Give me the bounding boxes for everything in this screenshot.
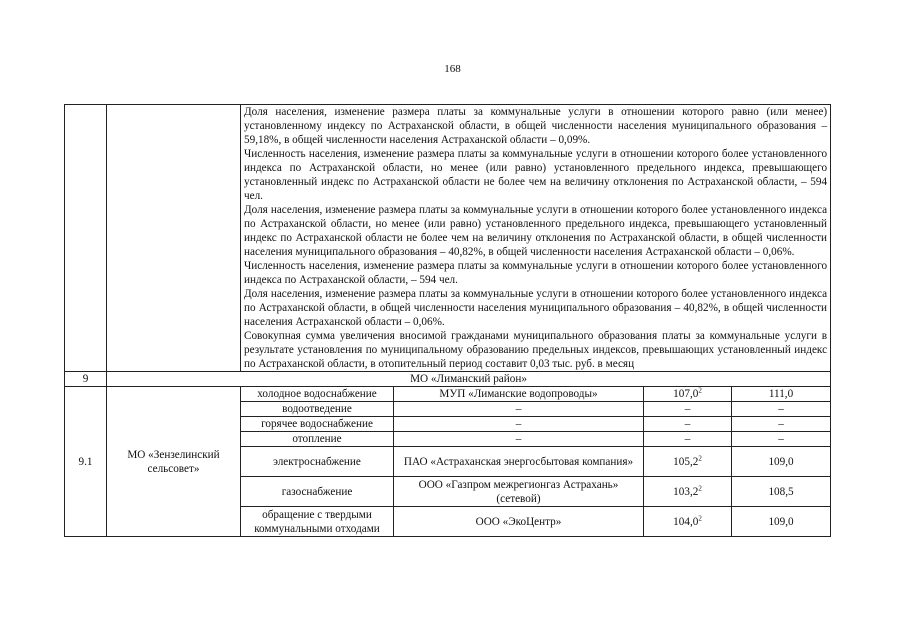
index-base: 104,0$^2$ bbox=[644, 507, 732, 537]
index-limit: – bbox=[732, 432, 831, 447]
service-name: горячее водоснабжение bbox=[241, 417, 394, 432]
page-number: 168 bbox=[444, 63, 461, 75]
empty-number-cell bbox=[65, 105, 107, 372]
text-paragraph: Доля населения, изменение размера платы за коммунальные услуги в отношении которого более установленного индекса по Астраханской области, но менее (или равно) установленного предельного индекса, превышающего установленный индекс по Астраханской области не более чем на величину отклонения по Астраханской области, в общей численности населения муниципального образования – 40,82%, в общей численности населения Астраханской области – 0,06%. bbox=[244, 204, 828, 258]
index-base: – bbox=[644, 417, 732, 432]
provider-name: – bbox=[394, 402, 644, 417]
service-name: отопление bbox=[241, 432, 394, 447]
service-name: обращение с твердыми коммунальными отходами bbox=[241, 507, 394, 537]
index-base: 105,2$^2$ bbox=[644, 447, 732, 477]
section-title: МО «Лиманский район» bbox=[107, 372, 831, 387]
subsection-number: 9.1 bbox=[65, 387, 107, 537]
text-block-row bbox=[65, 105, 831, 372]
index-base: – bbox=[644, 402, 732, 417]
provider-name: ООО «ЭкоЦентр» bbox=[394, 507, 644, 537]
text-paragraph: Совокупная сумма увеличения вносимой гражданами муниципального образования платы за коммунальные услуги в результате установления по муниципальному образованию предельных индексов, превышающих установленный индекс по Астраханской области, в отопительный период составит 0,03 тыс. руб. в месяц bbox=[244, 330, 828, 370]
text-block-cell bbox=[241, 105, 831, 372]
service-row bbox=[65, 387, 831, 402]
index-limit: – bbox=[732, 402, 831, 417]
service-name: электроснабжение bbox=[241, 447, 394, 477]
subsection-name: МО «Зензелинский сельсовет» bbox=[107, 387, 241, 537]
index-limit: 109,0 bbox=[732, 447, 831, 477]
text-paragraph: Численность населения, изменение размера платы за коммунальные услуги в отношении которого более установленного индекса по Астраханской области, – 594 чел. bbox=[244, 260, 828, 286]
provider-name: ПАО «Астраханская энергосбытовая компания» bbox=[394, 447, 644, 477]
index-base: – bbox=[644, 432, 732, 447]
service-name: холодное водоснабжение bbox=[241, 387, 394, 402]
empty-name-cell bbox=[107, 105, 241, 372]
text-paragraph: Доля населения, изменение размера платы за коммунальные услуги в отношении которого более установленного индекса по Астраханской области, в общей численности населения муниципального образования – 40,82%, в общей численности населения Астраханской области – 0,06%. bbox=[244, 288, 828, 328]
section-row bbox=[65, 372, 831, 387]
index-base: 103,2$^2$ bbox=[644, 477, 732, 507]
provider-name: – bbox=[394, 417, 644, 432]
provider-name: МУП «Лиманские водопроводы» bbox=[394, 387, 644, 402]
index-limit: – bbox=[732, 417, 831, 432]
index-base: 107,0$^2$ bbox=[644, 387, 732, 402]
section-number: 9 bbox=[65, 372, 107, 387]
provider-name: – bbox=[394, 432, 644, 447]
index-limit: 108,5 bbox=[732, 477, 831, 507]
text-paragraph: Численность населения, изменение размера платы за коммунальные услуги в отношении которого более установленного индекса по Астраханской области, но менее (или равно) установленного предельного индекса, превышающего установленный индекс по Астраханской области не более чем на величину отклонения по Астраханской области, – 594 чел. bbox=[244, 148, 828, 202]
text-paragraph: Доля населения, изменение размера платы за коммунальные услуги в отношении которого равно (или менее) установленному индексу по Астраханской области, в общей численности населения муниципального образования – 59,18%, в общей численности населения Астраханской области – 0,09%. bbox=[244, 106, 828, 146]
provider-name: ООО «Газпром межрегионгаз Астрахань» (сетевой) bbox=[394, 477, 644, 507]
index-limit: 111,0 bbox=[732, 387, 831, 402]
service-name: газоснабжение bbox=[241, 477, 394, 507]
index-limit: 109,0 bbox=[732, 507, 831, 537]
tariff-table bbox=[64, 104, 831, 537]
service-name: водоотведение bbox=[241, 402, 394, 417]
